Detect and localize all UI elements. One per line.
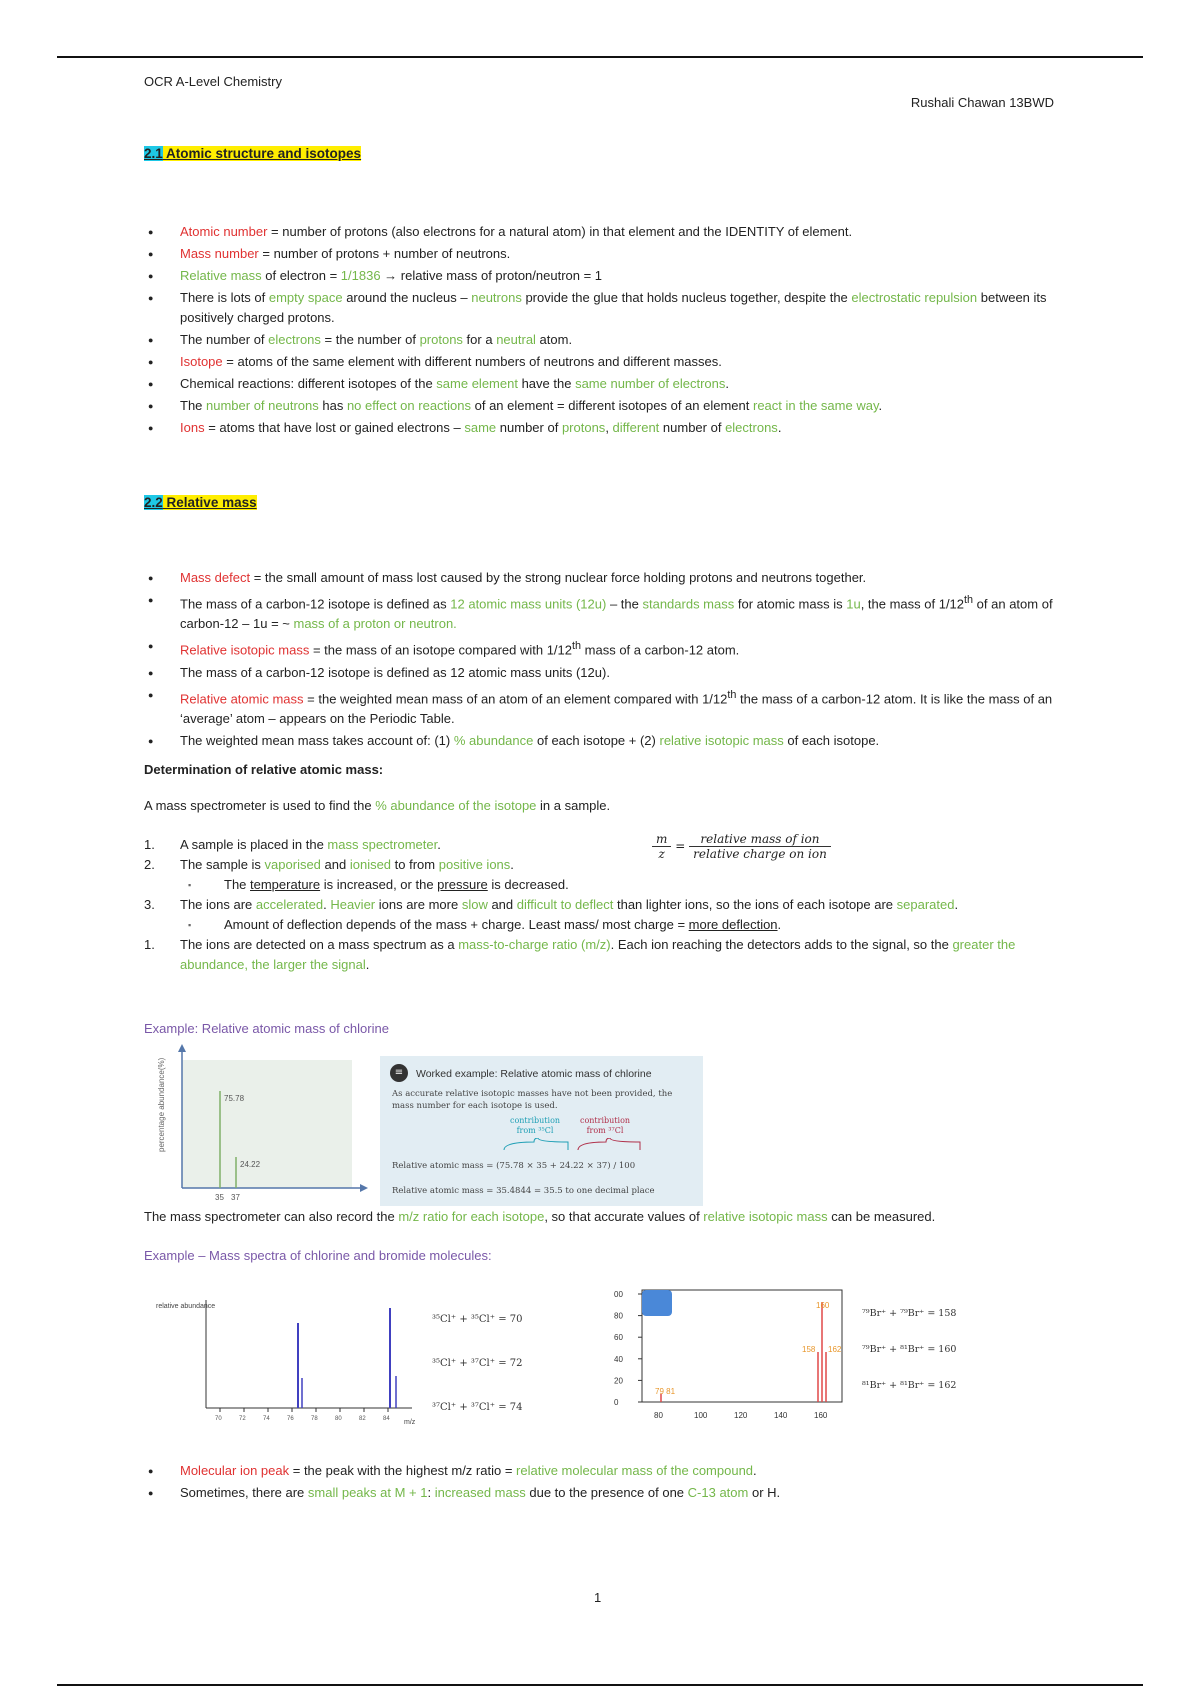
step-part: ionised	[349, 857, 392, 872]
step-number: 1.	[144, 937, 155, 952]
hw2-line-1: ⁷⁹Br⁺ + ⁷⁹Br⁺ = 158	[862, 1308, 957, 1319]
after-chart-part: relative isotopic mass	[703, 1209, 828, 1224]
section1-bullet-part: Mass number	[180, 246, 259, 261]
chlorine-molecule-spectrum	[150, 1290, 425, 1430]
step-part: and	[320, 857, 350, 872]
step-part: and	[487, 897, 517, 912]
section1-bullet-part: → relative mass of proton/neutron = 1	[380, 268, 603, 283]
chart2-tick-label: 84	[383, 1416, 390, 1422]
hw1-line-2: ³⁵Cl⁺ + ³⁷Cl⁺ = 72	[432, 1358, 523, 1369]
section2-title-text: Relative mass	[166, 495, 257, 510]
worked-example-calc: Relative atomic mass = (75.78 × 35 + 24.22 × 37) / 100	[392, 1161, 636, 1171]
section2-bullet-part: = the mass of an isotope compared with 1/12	[309, 642, 573, 658]
step-item	[144, 915, 1064, 935]
section2-bullet-part: The weighted mean mass takes account of: (1)	[180, 732, 454, 748]
section2-bullet-part: mass of a proton or neutron.	[293, 616, 457, 632]
worked-example-text: As accurate relative isotopic masses have not been provided, the mass number for each isotope is used.	[392, 1089, 673, 1111]
section1-title	[144, 146, 361, 161]
hw2-line-2: ⁷⁹Br⁺ + ⁸¹Br⁺ = 160	[862, 1344, 957, 1355]
step-number: 1.	[144, 837, 155, 852]
section1-bullet-part: = number of protons (also electrons for a natural atom) in that element and the IDENTITY of element.	[267, 224, 853, 239]
section1-bullet-part: provide the glue that holds nucleus together, despite the	[521, 290, 852, 305]
chart2-tick-label: 80	[335, 1416, 342, 1422]
section1-bullet-part: Relative mass	[180, 268, 262, 283]
chart3-ytick: 20	[614, 1376, 623, 1386]
section1-bullet-part: = number of protons + number of neutrons.	[258, 246, 511, 261]
section1-bullet-item	[144, 288, 1056, 328]
section1-bullet-part: .	[725, 376, 729, 391]
step-part: The	[224, 877, 251, 892]
determination-title: Determination of relative atomic mass:	[144, 762, 384, 777]
step-part: greater the abundance, the larger the signal	[180, 937, 1016, 972]
section1-bullet-part: = atoms that have lost or gained electrons –	[204, 420, 465, 435]
section1-bullet-part: The	[180, 398, 207, 413]
hw1-line-3: ³⁷Cl⁺ + ³⁷Cl⁺ = 74	[432, 1402, 523, 1413]
step-number: 3.	[144, 897, 155, 912]
section2-bullet-item	[144, 568, 1056, 588]
section1-title-text: Atomic structure and isotopes	[166, 146, 362, 161]
chart3-xtick: 80	[654, 1411, 663, 1420]
section1-bullet-part: for a	[462, 332, 497, 347]
section2-bullet-part: – the	[606, 596, 643, 612]
section2-bullet-part: % abundance	[453, 732, 534, 748]
chlorine-abundance-chart	[150, 1044, 370, 1206]
final-bullet-item	[144, 1461, 1056, 1481]
formula-rhs: $\frac{\text{relative mass of ion}}{\text{relative charge on ion}}$	[689, 832, 831, 861]
chart2-xlabel: m/z	[404, 1419, 416, 1426]
intro-part: in a sample.	[536, 798, 611, 813]
final-bullet-part: .	[753, 1463, 757, 1478]
section1-bullet-part: neutrons	[471, 290, 522, 305]
chart3-xtick: 140	[774, 1411, 788, 1420]
steps-list	[144, 835, 1064, 975]
section1-bullet-part: 1/1836	[340, 268, 381, 283]
section2-bullet-part: 1u	[846, 596, 861, 612]
section2-title	[144, 495, 257, 510]
section1-bullet-part: number of	[659, 420, 726, 435]
section1-bullet-part: Isotope	[180, 354, 223, 369]
section2-bullet-part: The mass of a carbon-12 isotope is defined as	[180, 596, 451, 612]
final-bullet-item	[144, 1483, 1056, 1503]
step-part: .	[323, 897, 331, 912]
section1-bullet-item	[144, 244, 1056, 264]
chart2-ylabel: relative abundance	[156, 1303, 216, 1310]
section2-bullet-part: of each isotope.	[783, 732, 880, 748]
final-bullet-part: or H.	[748, 1485, 781, 1500]
header-course: OCR A-Level Chemistry	[144, 74, 282, 89]
section2-bullet-part: th	[572, 640, 582, 653]
chart2-tick-label: 76	[287, 1416, 294, 1422]
step-part: mass-to-charge ratio (m/z)	[458, 937, 611, 952]
section2-number: 2.2	[144, 495, 163, 510]
section1-bullet-item	[144, 418, 1056, 438]
section1-bullet-part: number of neutrons	[206, 398, 319, 413]
bottom-rule	[57, 1684, 1143, 1686]
after-chart-part: can be measured.	[827, 1209, 936, 1224]
section1-bullet-item	[144, 330, 1056, 350]
section2-bullet-part: for atomic mass is	[734, 596, 847, 612]
step-item	[144, 895, 1064, 915]
step-part: A sample is placed in the	[180, 837, 328, 852]
top-rule	[57, 56, 1143, 58]
section1-bullet-part: .	[777, 420, 782, 435]
section2-bullet-item	[144, 685, 1056, 729]
mz-formula: $\frac{m}{z}$ = $\frac{\text{relative mass of ion}}{\text{relative charge on ion}}$	[652, 832, 831, 861]
intro-part: % abundance of the isotope	[375, 798, 537, 813]
step-part: .	[954, 897, 959, 912]
section1-bullet-item	[144, 374, 1056, 394]
chart3-peak-label: 160	[816, 1301, 830, 1310]
section1-bullets	[144, 222, 1056, 440]
section1-bullet-part: There is lots of	[180, 290, 269, 305]
section1-bullet-part: atom.	[535, 332, 573, 347]
step-part: more deflection	[688, 917, 778, 932]
chart3-ytick: 80	[614, 1311, 623, 1321]
section1-number: 2.1	[144, 146, 163, 161]
chart1-bar-label: 75.78	[224, 1094, 245, 1104]
intro-part: A mass spectrometer is used to find the	[144, 798, 376, 813]
final-bullet-part: relative molecular mass of the compound	[516, 1463, 754, 1478]
chart3-peak-label: 79 81	[655, 1387, 676, 1396]
section1-bullet-part: electrostatic repulsion	[851, 290, 978, 305]
chart1-bar-label: 24.22	[240, 1159, 261, 1169]
worked-example-icon: ≡	[390, 1064, 408, 1082]
final-bullet-part: Molecular ion peak	[180, 1463, 290, 1478]
section1-bullet-part: protons	[419, 332, 463, 347]
chart3-peak-label: 162	[828, 1345, 842, 1354]
section2-bullet-part: 12 atomic mass units (12u)	[450, 596, 607, 612]
final-bullet-part: Sometimes, there are	[180, 1485, 308, 1500]
section1-bullet-part: no effect on reactions	[346, 398, 472, 413]
step-part: pressure	[437, 877, 488, 892]
step-part: is decreased.	[487, 877, 569, 892]
step-part: is increased, or the	[320, 877, 438, 892]
final-bullet-part: due to the presence of one	[525, 1485, 688, 1500]
section1-bullet-item	[144, 222, 1056, 242]
step-part: Amount of deflection depends of the mass + charge. Least mass/ most charge =	[224, 917, 689, 932]
formula-lhs: $\frac{m}{z}$	[652, 832, 671, 861]
step-part: to from	[391, 857, 439, 872]
final-bullet-part: increased mass	[434, 1485, 526, 1500]
section1-bullet-part: same number of electrons	[575, 376, 726, 391]
step-item	[144, 935, 1064, 975]
section2-bullet-part: Relative atomic mass	[180, 690, 304, 706]
example2-title: Example – Mass spectra of chlorine and bromide molecules:	[144, 1248, 492, 1263]
section1-bullet-part: same element	[436, 376, 518, 391]
step-part: The sample is	[180, 857, 265, 872]
example1-title: Example: Relative atomic mass of chlorine	[144, 1021, 389, 1036]
section1-bullet-part: protons	[561, 420, 606, 435]
section1-bullet-part: empty space	[268, 290, 343, 305]
section2-bullet-part: = the small amount of mass lost caused by the strong nuclear force holding protons and neutrons together.	[250, 570, 867, 585]
section2-bullet-part: The mass of a carbon-12 isotope is defined as 12 atomic mass units (12u).	[180, 664, 610, 680]
chart2-tick-label: 72	[239, 1416, 246, 1422]
hw2-line-3: ⁸¹Br⁺ + ⁸¹Br⁺ = 162	[862, 1380, 957, 1391]
section1-bullet-part: neutral	[496, 332, 536, 347]
chart3-xtick: 160	[814, 1411, 828, 1420]
step-item	[144, 835, 1064, 855]
section1-bullet-part: different	[612, 420, 660, 435]
final-bullet-part: :	[427, 1485, 435, 1500]
step-part: . Each ion reaching the detectors adds to the signal, so the	[610, 937, 953, 952]
section1-bullet-part: The number of	[180, 332, 269, 347]
section2-bullet-part: th	[964, 594, 974, 606]
step-item	[144, 855, 1064, 875]
step-part: .	[437, 837, 441, 852]
section2-bullet-part: mass of a carbon-12 atom.	[581, 642, 740, 658]
chart3-ytick: 60	[614, 1333, 623, 1343]
step-part: separated	[896, 897, 955, 912]
chart3-xtick: 100	[694, 1411, 708, 1420]
header-author: Rushali Chawan 13BWD	[910, 95, 1054, 110]
step-part: temperature	[250, 877, 321, 892]
final-bullet-part: small peaks at M + 1	[307, 1485, 428, 1500]
step-part: mass spectrometer	[327, 837, 438, 852]
chart1-tick: 35	[215, 1193, 224, 1202]
section2-bullet-part: Relative isotopic mass	[180, 642, 310, 658]
step-item	[144, 875, 1064, 895]
section2-bullet-part: of an atom of carbon-12 – 1u = ~	[180, 596, 1053, 632]
section2-bullet-part: the mass of a carbon-12 atom. It is like the mass of an ‘average’ atom – appears on the Periodic Table.	[180, 690, 1053, 726]
section2-bullet-item	[144, 590, 1056, 634]
section1-bullet-part: electrons	[725, 420, 778, 435]
step-part: Heavier	[330, 897, 376, 912]
step-part: The ions are	[180, 897, 256, 912]
after-chart-part: , so that accurate values of	[544, 1209, 704, 1224]
section2-bullets	[144, 568, 1056, 753]
chart3-peak-label: 158	[802, 1345, 816, 1354]
section1-bullet-part: = the number of	[320, 332, 420, 347]
determination-intro	[144, 798, 610, 813]
step-part: slow	[461, 897, 488, 912]
section1-bullet-part: Ions	[180, 420, 205, 435]
step-part: difficult to deflect	[516, 897, 614, 912]
section2-bullet-part: = the weighted mean mass of an atom of an element compared with 1/12	[303, 690, 728, 706]
step-part: .	[510, 857, 514, 872]
section2-bullet-item	[144, 636, 1056, 660]
section2-bullet-item	[144, 731, 1056, 751]
chart3-xtick: 120	[734, 1411, 748, 1420]
section2-bullet-part: relative isotopic mass	[659, 732, 784, 748]
chart3-ytick: 40	[614, 1354, 623, 1364]
step-part: than lighter ions, so the ions of each isotope are	[613, 897, 897, 912]
worked-example-box	[380, 1056, 703, 1206]
section1-bullet-part: between its positively charged protons.	[180, 290, 1047, 325]
step-part: ions are more	[375, 897, 462, 912]
section1-bullet-part: react in the same way	[753, 398, 879, 413]
section1-bullet-part: number of	[496, 420, 562, 435]
step-number: 2.	[144, 857, 155, 872]
step-part: .	[777, 917, 782, 932]
worked-example-result: Relative atomic mass = 35.4844 = 35.5 to one decimal place	[392, 1186, 655, 1196]
step-part: .	[365, 957, 370, 972]
step-part: accelerated	[255, 897, 324, 912]
section1-bullet-part: around the nucleus –	[342, 290, 472, 305]
page-number: 1	[594, 1590, 602, 1605]
hw1-line-1: ³⁵Cl⁺ + ³⁵Cl⁺ = 70	[432, 1314, 523, 1325]
chart3-ytick: 00	[614, 1290, 623, 1299]
section2-bullet-part: th	[727, 688, 737, 701]
section1-bullet-part: same	[464, 420, 497, 435]
contribution-cl35: contribution from ³⁵Cl	[509, 1116, 561, 1135]
final-bullet-part: = the peak with the highest m/z ratio =	[289, 1463, 517, 1478]
step-part: The ions are detected on a mass spectrum as a	[180, 937, 459, 952]
section1-bullet-item	[144, 352, 1056, 372]
section2-bullet-item	[144, 663, 1056, 683]
bromine-molecule-spectrum	[612, 1282, 852, 1432]
chart3-ytick: 0	[614, 1398, 619, 1407]
section2-bullet-part: of each isotope + (2)	[533, 732, 660, 748]
step-part: positive ions	[438, 857, 511, 872]
section1-bullet-part: has	[318, 398, 347, 413]
section1-bullet-part: = atoms of the same element with different numbers of neutrons and different masses.	[222, 354, 722, 369]
braces	[500, 1138, 650, 1152]
after-chart-part: The mass spectrometer can also record the	[144, 1209, 399, 1224]
section1-bullet-part: Atomic number	[180, 224, 268, 239]
section1-bullet-part: Chemical reactions: different isotopes of the	[180, 376, 437, 391]
chart1-tick: 37	[231, 1193, 240, 1202]
final-bullet-part: C-13 atom	[687, 1485, 749, 1500]
section1-bullet-part: of an element = different isotopes of an element	[471, 398, 753, 413]
worked-example-title: Worked example: Relative atomic mass of chlorine	[416, 1068, 652, 1080]
section1-bullet-part: ,	[605, 420, 613, 435]
chart2-tick-label: 70	[215, 1416, 222, 1422]
section2-bullet-part: standards mass	[642, 596, 735, 612]
chart2-tick-label: 74	[263, 1416, 270, 1422]
section1-bullet-item	[144, 396, 1056, 416]
chart2-tick-label: 78	[311, 1416, 318, 1422]
chart1-ylabel: percentage abundance(%)	[157, 1057, 166, 1152]
section2-bullet-part: , the mass of 1/12	[860, 596, 965, 612]
section1-bullet-part: of electron =	[261, 268, 341, 283]
handwritten-br-notes	[862, 1296, 1002, 1404]
section1-bullet-part: electrons	[268, 332, 321, 347]
chart2-tick-label: 82	[359, 1416, 366, 1422]
section1-bullet-item	[144, 266, 1056, 286]
step-part: vaporised	[264, 857, 321, 872]
after-chart-text	[144, 1209, 1064, 1224]
handwritten-cl-notes	[432, 1298, 580, 1430]
section1-bullet-part: have the	[517, 376, 576, 391]
contribution-cl37: contribution from ³⁷Cl	[579, 1116, 631, 1135]
final-bullets	[144, 1461, 1056, 1505]
after-chart-part: m/z ratio for each isotope	[398, 1209, 545, 1224]
section1-bullet-part: .	[878, 398, 883, 413]
section2-bullet-part: Mass defect	[180, 570, 251, 585]
